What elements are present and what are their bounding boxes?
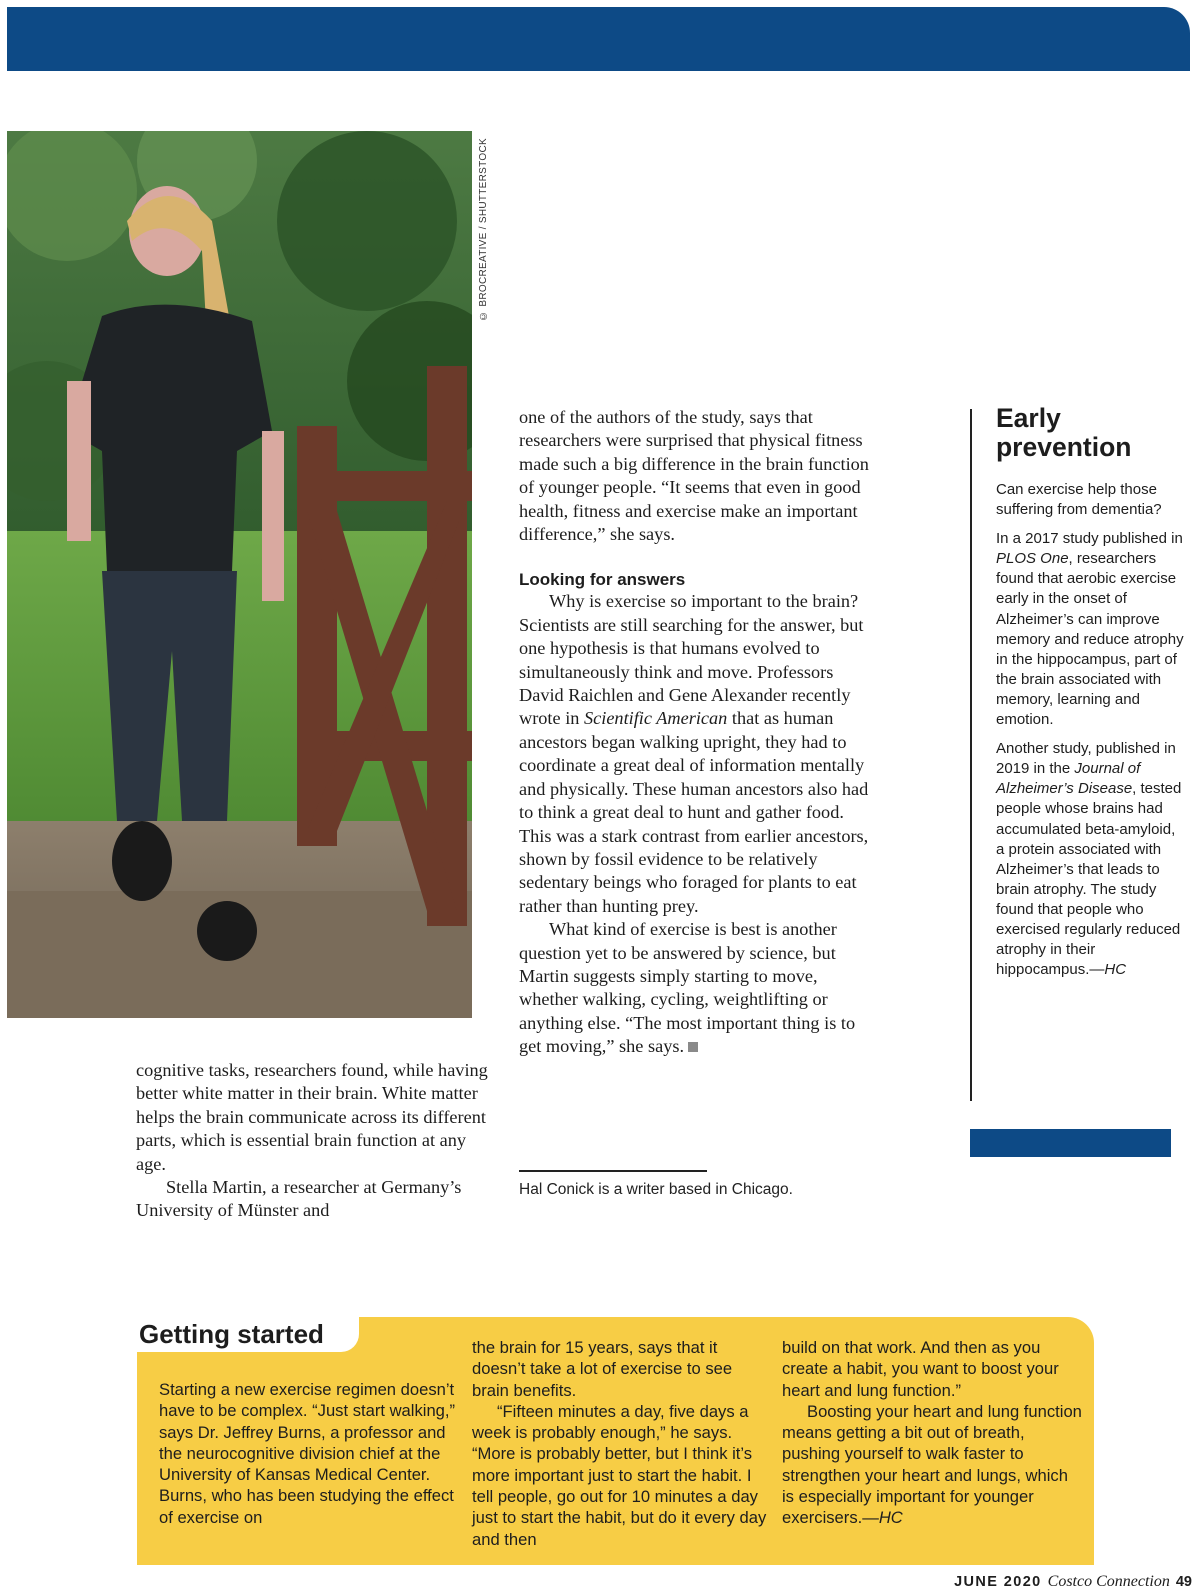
- publication-name: Scientific American: [583, 708, 728, 729]
- issue-date: JUNE 2020: [954, 1574, 1042, 1590]
- photo-illustration: [7, 131, 472, 1018]
- article-paragraph: What kind of exercise is best is another question yet to be answered by science, but Martin suggests simply starting to move, whether walking, cycling, weightlifting or anything else. “The most important thing is to get moving,” she says.: [519, 919, 856, 1057]
- page-footer: [954, 1573, 1192, 1591]
- getting-started-column-3: build on that work. And then as you create a habit, you want to boost your heart and lung function.” Boosting your heart and lung function means getting a bit out of breath, pushing yourself to walk faster to strengthen your heart and lungs, which is especially important for younger exercisers.—HC: [782, 1338, 1082, 1528]
- article-paragraph: one of the authors of the study, says that researchers were surprised that physical fitness made such a big difference in the brain function of younger people. “It seems that even in good health, fitness and exercise make an important difference,” she says.: [519, 407, 869, 545]
- getting-started-column-2: the brain for 15 years, says that it doesn’t take a lot of exercise to see brain benefits. “Fifteen minutes a day, five days a week is probably enough,” he says. “More is probably better, but I think it’s more important just to start the habit. I tell people, go out for 10 minutes a day just to start the habit, but do it every day and then: [472, 1338, 767, 1549]
- article-paragraph: cognitive tasks, researchers found, while having better white matter in their brain. White matter helps the brain communicate across its different parts, which is essential brain function at any age.: [136, 1060, 488, 1174]
- magazine-name: Costco Connection: [1047, 1573, 1170, 1590]
- sidebar-bottom-bar: [970, 1129, 1171, 1157]
- sidebar-vertical-rule: [970, 409, 972, 1101]
- sidebar-title: Early prevention: [996, 403, 1132, 462]
- section-subhead: Looking for answers: [519, 570, 686, 590]
- sidebar-early-prevention: [996, 404, 1186, 989]
- byline-divider: [519, 1170, 707, 1172]
- article-column-1: [136, 1059, 496, 1223]
- top-color-band: [7, 7, 1190, 71]
- woman-walking-photo: [7, 131, 472, 1018]
- getting-started-title: Getting started: [139, 1319, 324, 1349]
- article-column-2: [519, 406, 879, 1059]
- article-paragraph: Why is exercise so important to the brain? Scientists are still searching for the answer, but one hypothesis is that humans evolved to simultaneously think and move. Professors David Raichlen and Gene Alexander recently wrote in Scientific American that as human ancestors began walking upright, they had to coordinate a great deal of information mentally and physically. These human ancestors also had to think a great deal to hunt and gather food. This was a stark contrast from earlier ancestors, shown by fossil evidence to be relatively sedentary beings who foraged for plants to eat rather than hunting prey.: [519, 591, 869, 916]
- photo-credit: © BROCREATIVE / SHUTTERSTOCK: [478, 138, 489, 321]
- page-number: 49: [1175, 1574, 1192, 1590]
- sidebar-paragraph: Can exercise help those suffering from dementia?: [996, 481, 1162, 519]
- author-byline: Hal Conick is a writer based in Chicago.: [519, 1181, 793, 1198]
- getting-started-column-1: Starting a new exercise regimen doesn’t have to be complex. “Just start walking,” says Dr. Jeffrey Burns, a professor and the neurocognitive division chief at the University of Kansas Medical Center. Burns, who has been studying the effect of exercise on: [159, 1380, 456, 1527]
- article-paragraph: Stella Martin, a researcher at Germany’s University of Münster and: [136, 1177, 462, 1221]
- sidebar-paragraph: In a 2017 study published in PLOS One, researchers found that aerobic exercise early in the onset of Alzheimer’s can improve memory and reduce atrophy in the hippocampus, part of the brain associated with memory, learning and emotion.: [996, 530, 1184, 729]
- end-mark-icon: [688, 1042, 698, 1052]
- sidebar-paragraph: Another study, published in 2019 in the Journal of Alzheimer’s Disease, tested people whose brains had accumulated beta-amyloid, a protein associated with Alzheimer’s that leads to brain atrophy. The study found that people who exercised regularly reduced atrophy in their hippocampus.—HC: [996, 740, 1182, 979]
